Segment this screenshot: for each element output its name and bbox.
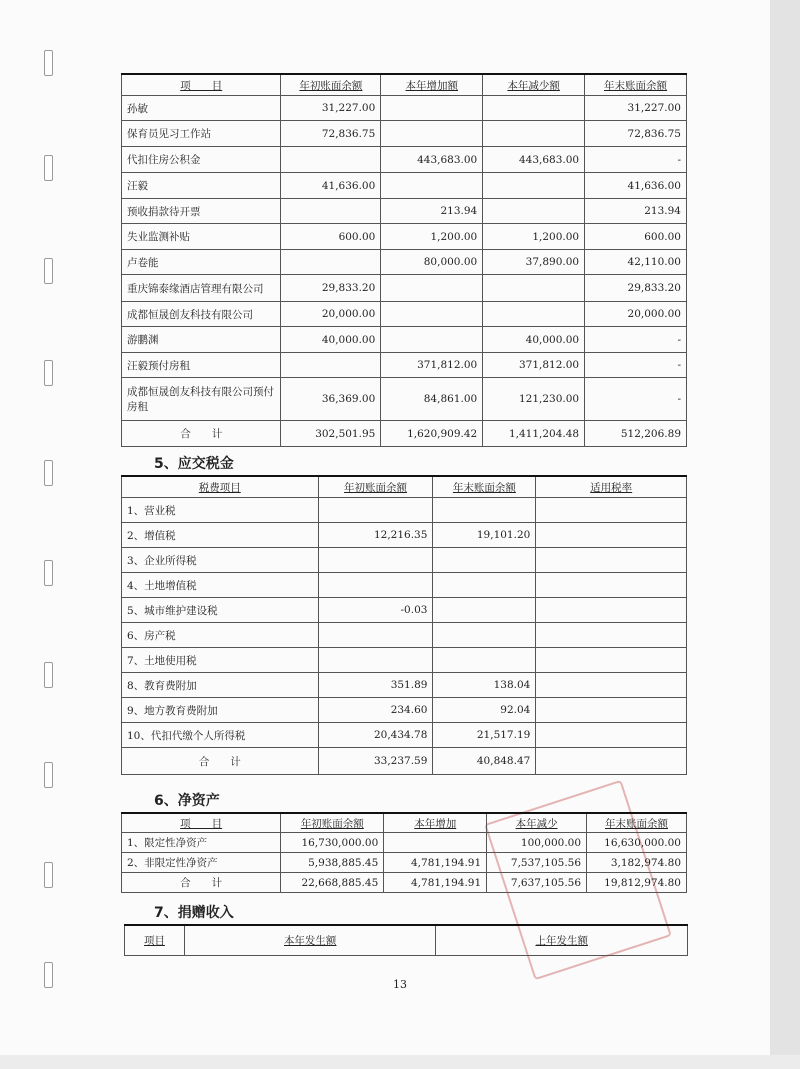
column-header: 项 目 xyxy=(122,74,281,96)
cell xyxy=(318,648,433,673)
cell: 302,501.95 xyxy=(281,421,381,447)
cell: 213.94 xyxy=(585,199,687,224)
cell: 7,537,105.56 xyxy=(487,853,587,873)
table-row xyxy=(122,648,687,673)
table-header-row xyxy=(122,813,687,833)
cell: 121,230.00 xyxy=(483,378,585,421)
table-row xyxy=(122,121,687,147)
cell: 84,861.00 xyxy=(381,378,483,421)
cell xyxy=(318,573,433,598)
table-row xyxy=(122,673,687,698)
cell xyxy=(536,723,687,748)
column-header: 本年增加 xyxy=(384,813,487,833)
cell: 443,683.00 xyxy=(483,147,585,173)
cell xyxy=(483,121,585,147)
table-row xyxy=(122,275,687,302)
cell: 80,000.00 xyxy=(381,250,483,275)
column-header: 上年发生额 xyxy=(436,925,688,955)
cell: 7、土地使用税 xyxy=(122,648,319,673)
cell: 预收捐款待开票 xyxy=(122,199,281,224)
column-header: 项 目 xyxy=(122,813,281,833)
cell: 29,833.20 xyxy=(281,275,381,302)
binding-hole xyxy=(44,460,53,486)
cell: 10、代扣代缴个人所得税 xyxy=(122,723,319,748)
cell: 19,101.20 xyxy=(433,523,536,548)
cell xyxy=(381,302,483,327)
table-header-row xyxy=(122,476,687,498)
cell: 20,434.78 xyxy=(318,723,433,748)
cell: 22,668,885.45 xyxy=(281,873,384,893)
cell: 2、增值税 xyxy=(122,523,319,548)
table-row xyxy=(122,147,687,173)
cell xyxy=(536,648,687,673)
binding-hole xyxy=(44,862,53,888)
table-row xyxy=(122,199,687,224)
cell: 保育员见习工作站 xyxy=(122,121,281,147)
cell: 4,781,194.91 xyxy=(384,873,487,893)
cell xyxy=(281,353,381,378)
cell: 41,636.00 xyxy=(585,173,687,199)
cell xyxy=(483,275,585,302)
cell: 234.60 xyxy=(318,698,433,723)
cell xyxy=(536,698,687,723)
cell: 成都恒晟创友科技有限公司 xyxy=(122,302,281,327)
table-row xyxy=(122,548,687,573)
cell: 2、非限定性净资产 xyxy=(122,853,281,873)
cell: 92.04 xyxy=(433,698,536,723)
table-row xyxy=(122,723,687,748)
cell: 8、教育费附加 xyxy=(122,673,319,698)
other-payables-table xyxy=(121,73,687,447)
table-row xyxy=(122,523,687,548)
cell xyxy=(536,523,687,548)
cell: 合 计 xyxy=(122,748,319,775)
column-header: 项目 xyxy=(125,925,185,955)
cell: 72,836.75 xyxy=(585,121,687,147)
cell: 1,411,204.48 xyxy=(483,421,585,447)
cell: 72,836.75 xyxy=(281,121,381,147)
cell xyxy=(281,147,381,173)
table-row xyxy=(122,623,687,648)
cell: 33,237.59 xyxy=(318,748,433,775)
cell xyxy=(433,598,536,623)
table-row xyxy=(122,173,687,199)
cell: 41,636.00 xyxy=(281,173,381,199)
cell xyxy=(433,573,536,598)
cell: 3、企业所得税 xyxy=(122,548,319,573)
cell: 512,206.89 xyxy=(585,421,687,447)
cell xyxy=(381,96,483,121)
cell: 1,200.00 xyxy=(483,224,585,250)
cell: 600.00 xyxy=(585,224,687,250)
cell xyxy=(381,121,483,147)
cell xyxy=(536,748,687,775)
cell: 1、营业税 xyxy=(122,498,319,523)
table-row xyxy=(122,698,687,723)
section-title: 7、捐赠收入 xyxy=(154,905,234,921)
cell xyxy=(381,327,483,353)
cell: 1、限定性净资产 xyxy=(122,833,281,853)
table-row xyxy=(122,378,687,421)
column-header: 年末账面余额 xyxy=(585,74,687,96)
cell xyxy=(433,548,536,573)
table-header-row xyxy=(125,925,688,955)
cell: 3,182,974.80 xyxy=(587,853,687,873)
cell: 16,730,000.00 xyxy=(281,833,384,853)
cell: 5,938,885.45 xyxy=(281,853,384,873)
cell: 失业监测补贴 xyxy=(122,224,281,250)
table-row xyxy=(122,327,687,353)
cell: 16,630,000.00 xyxy=(587,833,687,853)
cell: 351.89 xyxy=(318,673,433,698)
scan-bottom-edge xyxy=(0,1055,800,1069)
cell: 443,683.00 xyxy=(381,147,483,173)
cell xyxy=(536,498,687,523)
column-header: 本年增加额 xyxy=(381,74,483,96)
cell xyxy=(536,548,687,573)
cell xyxy=(483,302,585,327)
cell: 21,517.19 xyxy=(433,723,536,748)
page-number: 13 xyxy=(393,978,407,991)
cell: - xyxy=(585,327,687,353)
cell xyxy=(381,275,483,302)
column-header: 本年减少额 xyxy=(483,74,585,96)
cell: 游鹏渊 xyxy=(122,327,281,353)
cell xyxy=(483,173,585,199)
cell xyxy=(384,833,487,853)
column-header: 年末账面余额 xyxy=(433,476,536,498)
cell: 4、土地增值税 xyxy=(122,573,319,598)
cell: 31,227.00 xyxy=(281,96,381,121)
scan-right-edge xyxy=(770,0,800,1069)
cell: - xyxy=(585,353,687,378)
cell: 138.04 xyxy=(433,673,536,698)
cell: 12,216.35 xyxy=(318,523,433,548)
table-row xyxy=(122,598,687,623)
table-row xyxy=(122,250,687,275)
binding-hole xyxy=(44,258,53,284)
binding-hole xyxy=(44,560,53,586)
cell: 29,833.20 xyxy=(585,275,687,302)
table-row xyxy=(122,573,687,598)
cell: 40,848.47 xyxy=(433,748,536,775)
binding-hole xyxy=(44,155,53,181)
section-title: 6、净资产 xyxy=(154,793,220,809)
table-header-row xyxy=(122,74,687,96)
table-row xyxy=(122,833,687,853)
cell: 合 计 xyxy=(122,873,281,893)
table-row xyxy=(122,353,687,378)
cell xyxy=(536,573,687,598)
cell: 代扣住房公积金 xyxy=(122,147,281,173)
cell xyxy=(536,598,687,623)
total-row xyxy=(122,421,687,447)
cell: 42,110.00 xyxy=(585,250,687,275)
cell: 37,890.00 xyxy=(483,250,585,275)
column-header: 年初账面余额 xyxy=(281,74,381,96)
cell: 19,812,974.80 xyxy=(587,873,687,893)
cell: 7,637,105.56 xyxy=(487,873,587,893)
cell: 20,000.00 xyxy=(281,302,381,327)
cell: 成都恒晟创友科技有限公司预付房租 xyxy=(122,378,281,421)
column-header: 本年发生额 xyxy=(184,925,436,955)
cell: 合 计 xyxy=(122,421,281,447)
section-title: 5、应交税金 xyxy=(154,456,234,472)
table-row xyxy=(122,853,687,873)
table-row xyxy=(122,302,687,327)
cell: 5、城市维护建设税 xyxy=(122,598,319,623)
cell xyxy=(318,548,433,573)
column-header: 适用税率 xyxy=(536,476,687,498)
cell xyxy=(381,173,483,199)
cell: 20,000.00 xyxy=(585,302,687,327)
cell: - xyxy=(585,378,687,421)
cell: 100,000.00 xyxy=(487,833,587,853)
cell: -0.03 xyxy=(318,598,433,623)
cell xyxy=(483,199,585,224)
table-row xyxy=(122,498,687,523)
cell xyxy=(536,673,687,698)
binding-hole xyxy=(44,762,53,788)
cell xyxy=(281,199,381,224)
cell xyxy=(433,648,536,673)
cell: 600.00 xyxy=(281,224,381,250)
table-row xyxy=(122,224,687,250)
column-header: 本年减少 xyxy=(487,813,587,833)
cell: 31,227.00 xyxy=(585,96,687,121)
cell: 213.94 xyxy=(381,199,483,224)
cell: 36,369.00 xyxy=(281,378,381,421)
taxes-payable-table xyxy=(121,475,687,775)
cell: 重庆锦泰缘酒店管理有限公司 xyxy=(122,275,281,302)
cell xyxy=(433,623,536,648)
donation-income-table xyxy=(124,924,688,956)
cell xyxy=(536,623,687,648)
cell xyxy=(281,250,381,275)
table-row xyxy=(122,96,687,121)
cell: 1,200.00 xyxy=(381,224,483,250)
column-header: 年初账面余额 xyxy=(318,476,433,498)
cell xyxy=(318,623,433,648)
cell: 371,812.00 xyxy=(381,353,483,378)
column-header: 年末账面余额 xyxy=(587,813,687,833)
cell: 汪毅 xyxy=(122,173,281,199)
cell: 孙敏 xyxy=(122,96,281,121)
cell: - xyxy=(585,147,687,173)
cell: 9、地方教育费附加 xyxy=(122,698,319,723)
cell: 40,000.00 xyxy=(483,327,585,353)
total-row xyxy=(122,748,687,775)
cell: 4,781,194.91 xyxy=(384,853,487,873)
cell: 371,812.00 xyxy=(483,353,585,378)
column-header: 年初账面余额 xyxy=(281,813,384,833)
column-header: 税费项目 xyxy=(122,476,319,498)
cell xyxy=(318,498,433,523)
cell: 1,620,909.42 xyxy=(381,421,483,447)
total-row xyxy=(122,873,687,893)
cell: 40,000.00 xyxy=(281,327,381,353)
binding-hole xyxy=(44,360,53,386)
cell: 卢卷能 xyxy=(122,250,281,275)
cell: 6、房产税 xyxy=(122,623,319,648)
cell xyxy=(483,96,585,121)
binding-hole xyxy=(44,662,53,688)
binding-hole xyxy=(44,50,53,76)
cell xyxy=(433,498,536,523)
cell: 汪毅预付房租 xyxy=(122,353,281,378)
net-assets-table xyxy=(121,812,687,893)
